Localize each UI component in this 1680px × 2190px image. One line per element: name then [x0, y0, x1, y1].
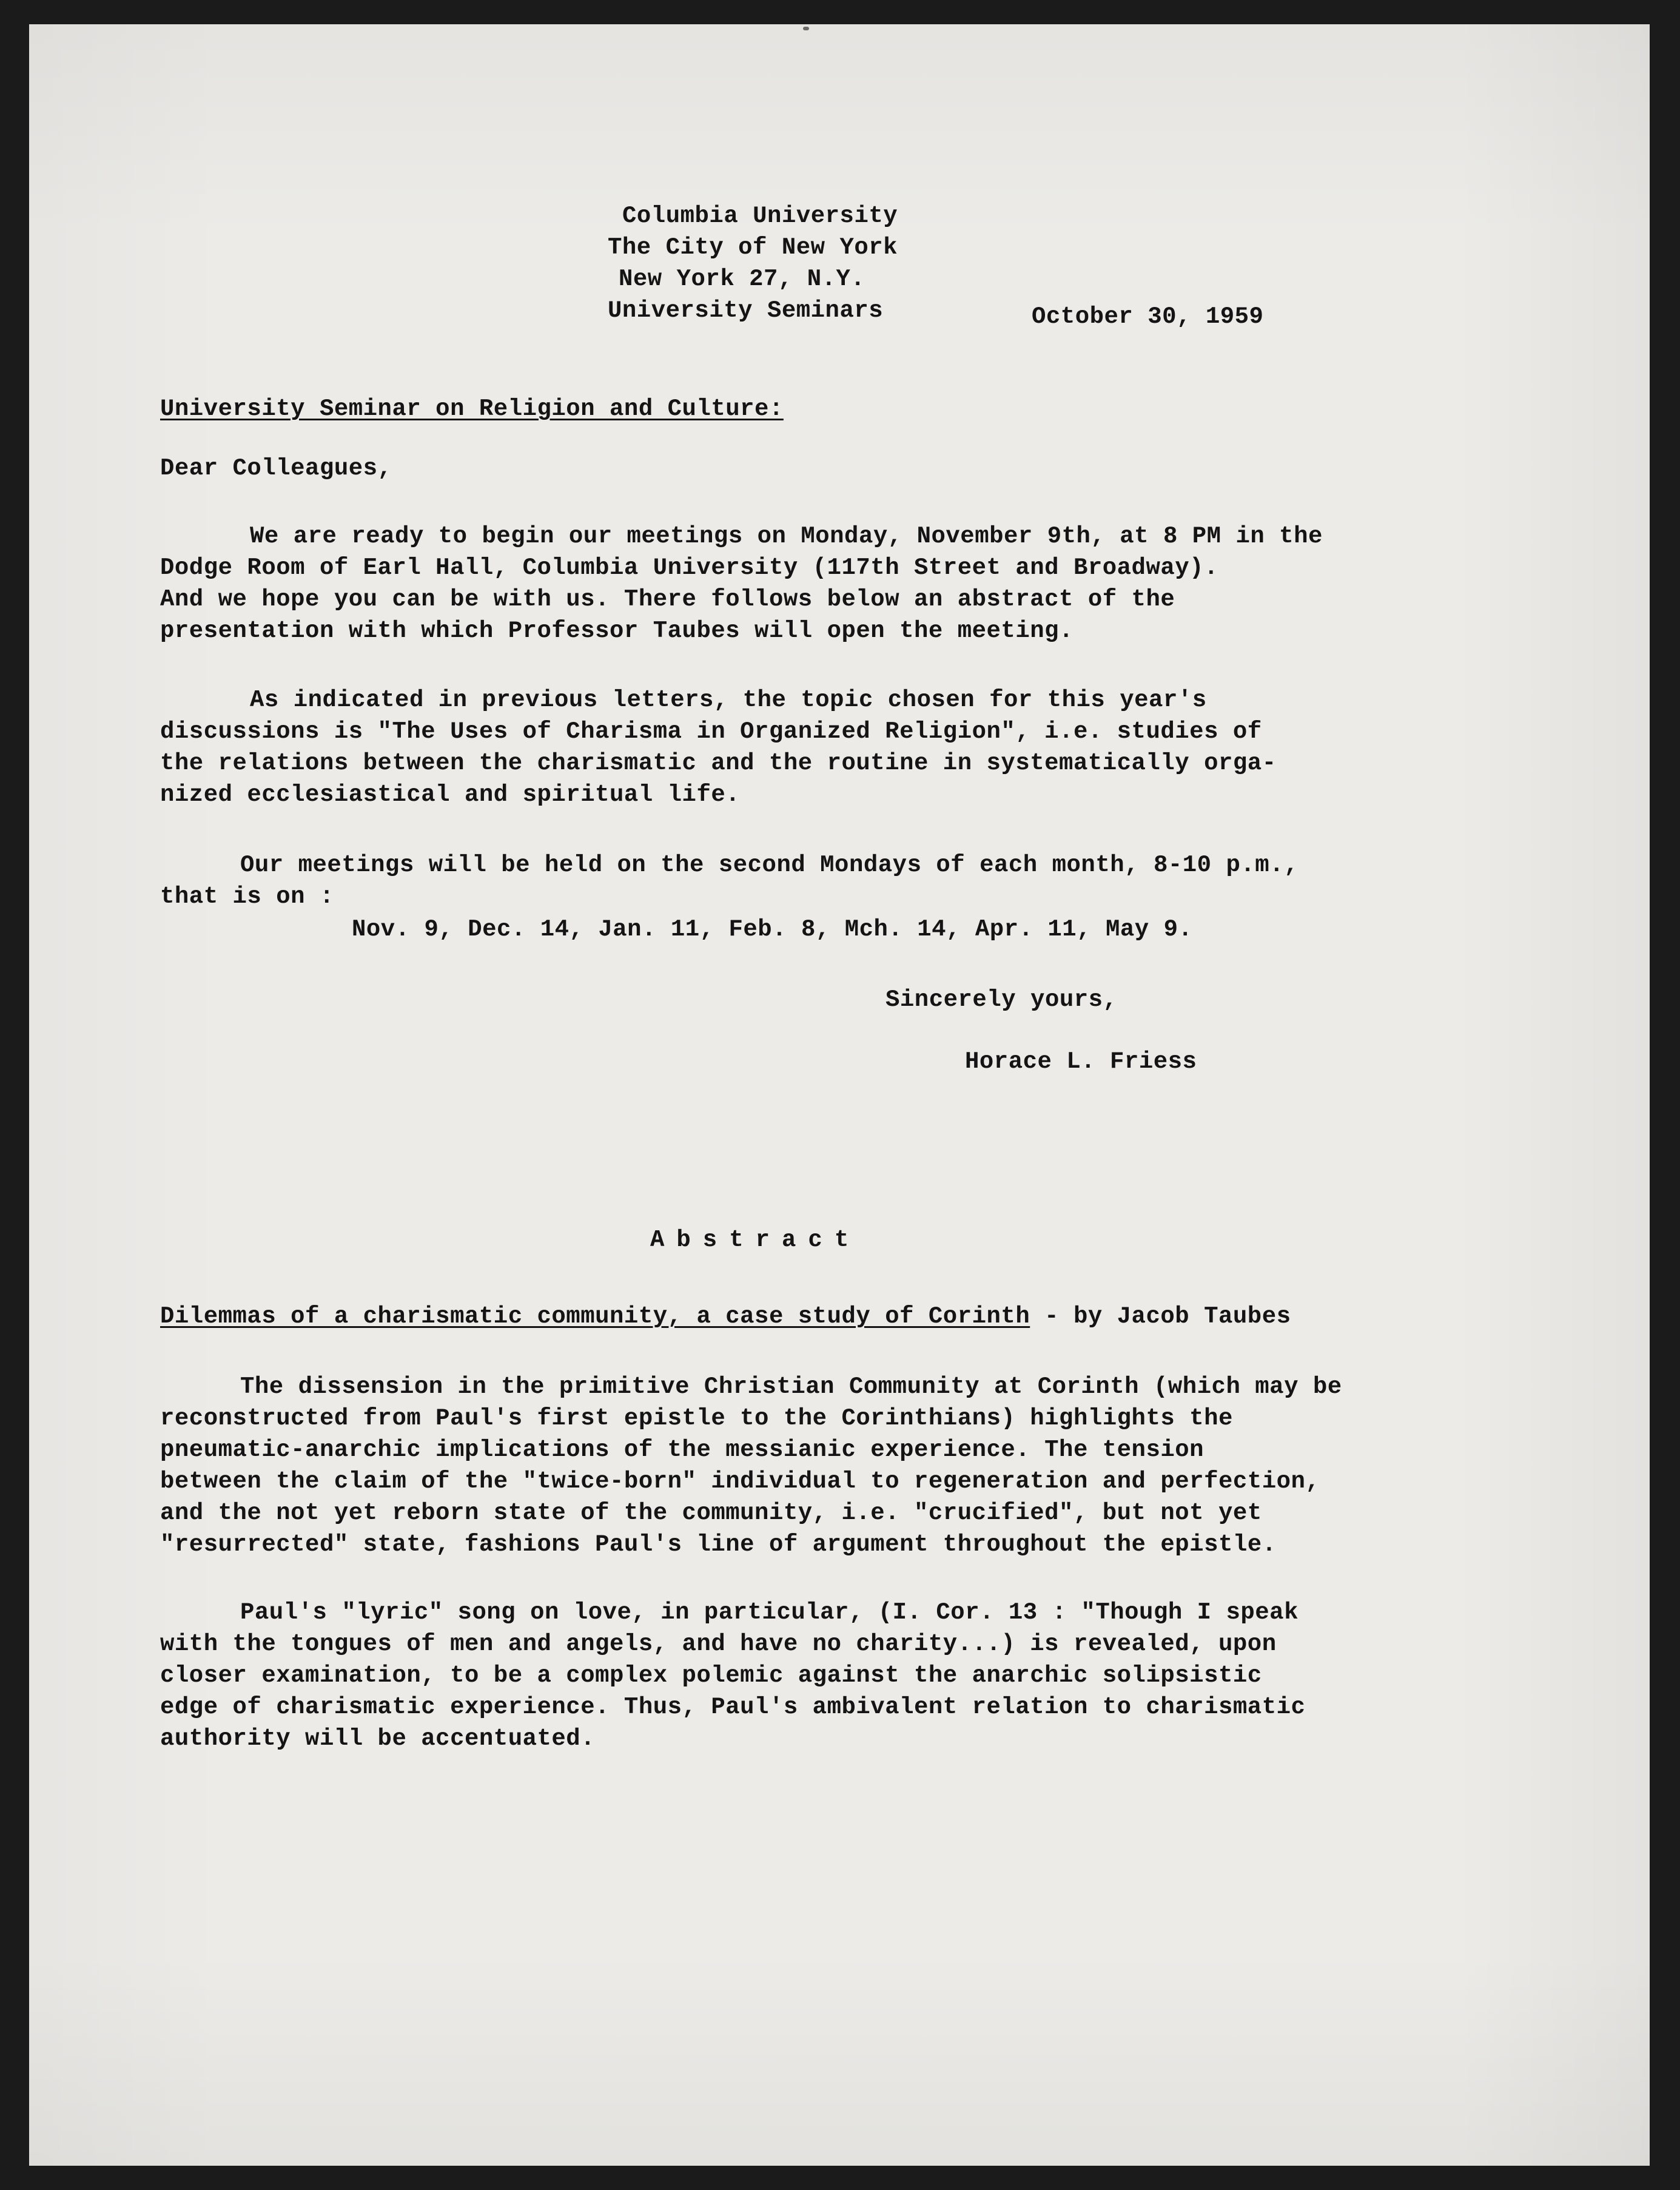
para1-line-3: And we hope you can be with us. There follows below an abstract of the [160, 586, 1175, 613]
abstract-para2-line-3: closer examination, to be a complex polemic against the anarchic solipsistic [160, 1662, 1262, 1689]
para1-line-2: Dodge Room of Earl Hall, Columbia University (117th Street and Broadway). [160, 554, 1218, 581]
salutation: Dear Colleagues, [160, 455, 392, 482]
para2-line-3: the relations between the charismatic and the routine in systematically orga- [160, 750, 1277, 777]
subject-line: University Seminar on Religion and Culture: [160, 396, 784, 422]
abstract-para1-line-6: "resurrected" state, fashions Paul's line of argument throughout the epistle. [160, 1531, 1277, 1558]
para1-line-1: We are ready to begin our meetings on Monday, November 9th, at 8 PM in the [250, 523, 1323, 550]
abstract-para1-line-3: pneumatic-anarchic implications of the messianic experience. The tension [160, 1437, 1205, 1463]
paper-mark [803, 27, 809, 30]
abstract-para1-line-5: and the not yet reborn state of the community, i.e. "crucified", but not yet [160, 1500, 1262, 1526]
letterhead-line-1: Columbia University [622, 203, 898, 229]
abstract-para2-line-4: edge of charismatic experience. Thus, Paul's ambivalent relation to charismatic [160, 1694, 1306, 1720]
meeting-dates: Nov. 9, Dec. 14, Jan. 11, Feb. 8, Mch. 14, Apr. 11, May 9. [352, 916, 1193, 943]
letterhead-line-3: New York 27, N.Y. [619, 266, 865, 292]
para2-line-2: discussions is "The Uses of Charisma in Organized Religion", i.e. studies of [160, 718, 1262, 745]
letter-date: October 30, 1959 [1032, 303, 1264, 330]
para2-line-4: nized ecclesiastical and spiritual life. [160, 781, 741, 808]
letter-page [29, 24, 1650, 2166]
abstract-para1-line-1: The dissension in the primitive Christian Community at Corinth (which may be [240, 1373, 1342, 1400]
abstract-para2-line-2: with the tongues of men and angels, and have no charity...) is revealed, upon [160, 1631, 1277, 1657]
abstract-heading: Abstract [650, 1227, 861, 1253]
abstract-byline: - by Jacob Taubes [1030, 1303, 1291, 1330]
abstract-para2-line-1: Paul's "lyric" song on love, in particular, (I. Cor. 13 : "Though I speak [240, 1599, 1299, 1626]
abstract-para1-line-4: between the claim of the "twice-born" individual to regeneration and perfection, [160, 1468, 1320, 1495]
abstract-para1-line-2: reconstructed from Paul's first epistle to the Corinthians) highlights the [160, 1405, 1233, 1432]
signature-name: Horace L. Friess [965, 1048, 1197, 1075]
abstract-title [160, 1301, 1291, 1332]
para3-line-1: Our meetings will be held on the second Mondays of each month, 8-10 p.m., [240, 852, 1299, 878]
abstract-para2-line-5: authority will be accentuated. [160, 1725, 596, 1752]
closing: Sincerely yours, [885, 986, 1118, 1013]
letterhead-line-2: The City of New York [608, 234, 898, 261]
para3-line-2: that is on : [160, 883, 334, 910]
letterhead-line-4: University Seminars [608, 297, 884, 324]
para2-line-1: As indicated in previous letters, the topic chosen for this year's [250, 687, 1207, 713]
para1-line-4: presentation with which Professor Taubes will open the meeting. [160, 618, 1074, 644]
abstract-title-text: Dilemmas of a charismatic community, a case study of Corinth [160, 1303, 1030, 1330]
